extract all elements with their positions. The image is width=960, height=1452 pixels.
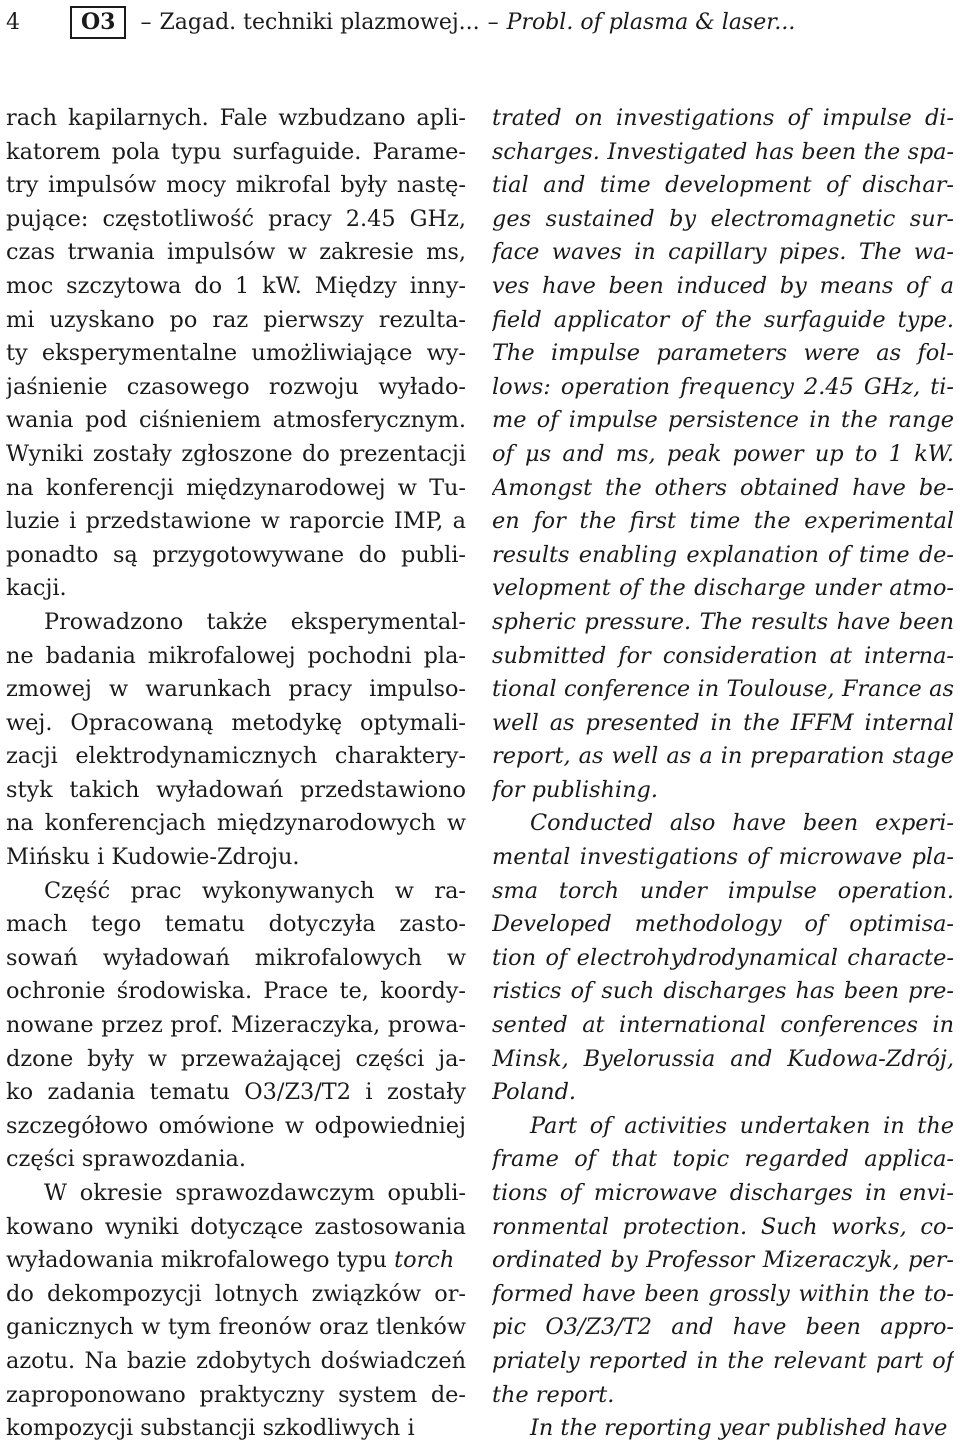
text-line: kompozycji substancji szkodliwych i [6,1415,415,1442]
text-line: Wyniki zostały zgłoszone do prezentacji [6,440,466,467]
text-line: en for the first time the experimental [492,508,954,535]
text-line: The impulse parameters were as fol- [492,340,954,367]
polish-text-column [6,102,466,1446]
text-line: the report. [492,1381,615,1408]
text-line: mental investigations of microwave pla- [492,844,954,871]
text-line: sented at international conferences in [492,1012,954,1039]
text-line: sma torch under impulse operation. [492,877,954,904]
text-line: well as presented in the IFFM internal [492,709,954,736]
text-line: field applicator of the surfaguide type. [492,306,954,333]
text-line: tial and time development of dischar- [492,172,954,199]
text-line: formed have been grossly within the to- [492,1280,954,1307]
text-line: ponadto są przygotowywane do publi- [6,541,466,568]
text-line: moc szczytowa do 1 kW. Między inny- [6,272,466,299]
italic-term-torch: torch [394,1247,455,1274]
text-line: ganicznych w tym freonów oraz tlenków [6,1314,466,1341]
text-line: wej. Opracowaną metodykę optymali- [6,709,466,736]
text-line: zaproponowano praktyczny system de- [6,1381,466,1408]
text-line: sowań wyładowań mikrofalowych w [6,944,466,971]
text-line: scharges. Investigated has been the spa- [492,138,954,165]
text-line: kowano wyniki dotyczące zastosowania [6,1213,466,1240]
text-line: nowane przez prof. Mizeraczyka, prowa- [6,1012,466,1039]
text-line: ochronie środowiska. Prace te, koordy- [6,978,466,1005]
text-line: results enabling explanation of time de- [492,541,954,568]
text-line: mach tego tematu dotyczyła zasto- [6,911,466,938]
paragraph-start-line: W okresie sprawozdawczym opubli- [44,1180,466,1206]
text-line: części sprawozdania. [6,1146,246,1173]
text-line-with-italic-term [6,1244,466,1278]
text-line: trated on investigations of impulse di- [492,105,954,131]
text-line: Poland. [492,1079,577,1106]
text-line: pic O3/Z3/T2 and have been appro- [492,1314,954,1341]
text-line: Minsk, Byelorussia and Kudowa-Zdrój, [492,1045,954,1072]
text-line: kacji. [6,575,67,602]
text-line: of μs and ms, peak power up to 1 kW. [492,440,954,467]
paragraph-start-line: Part of activities undertaken in the [530,1112,954,1139]
page-number: 4 [6,9,20,35]
header-dash-left: – [140,9,152,35]
text-line: Developed methodology of optimisa- [492,911,954,938]
text-line: frame of that topic regarded applica- [492,1146,954,1173]
text-line: katorem pola typu surfaguide. Parame- [6,138,466,165]
text-line: jaśnienie czasowego rozwoju wyłado- [6,373,466,400]
text-line: ges sustained by electromagnetic sur- [492,205,954,232]
text-line: zmowej w warunkach pracy impulso- [6,676,466,703]
text-line: face waves in capillary pipes. The wa- [492,239,954,266]
text-line: mi uzyskano po raz pierwszy rezulta- [6,306,466,333]
text-line: ordinated by Professor Mizeraczyk, per- [492,1247,954,1274]
text-line: Amongst the others obtained have be- [492,474,954,501]
text-line: ty eksperymentalne umożliwiające wy- [6,340,466,367]
paragraph-start-line: Część prac wykonywanych w ra- [44,877,466,904]
text-line: Mińsku i Kudowie-Zdroju. [6,844,300,871]
text-segment: wyładowania mikrofalowego typu [6,1247,395,1274]
header-title-english: Probl. of plasma & laser... [506,9,796,35]
text-line: me of impulse persistence in the range [492,407,954,434]
paragraph-start-line: Prowadzono także eksperymental- [44,608,466,635]
paragraph-start-line: In the reporting year published have [530,1415,948,1442]
text-line: wania pod ciśnieniem atmosferycznym. [6,407,466,434]
running-header [6,4,954,40]
text-line: do dekompozycji lotnych związków or- [6,1280,466,1307]
text-line: szczegółowo omówione w odpowiedniej [6,1112,466,1139]
paragraph-start-line: Conducted also have been experi- [530,810,954,837]
text-line: priately reported in the relevant part of [492,1347,954,1374]
text-line: styk takich wyładowań przedstawiono [6,776,466,803]
text-line: luzie i przedstawione w raporcie IMP, a [6,508,466,535]
text-line: submitted for consideration at interna- [492,642,954,669]
text-line: tions of microwave discharges in envi- [492,1180,954,1206]
text-line: dzone były w przeważającej części ja- [6,1045,466,1072]
header-dash-right: – [487,9,499,35]
header-title-polish: Zagad. techniki plazmowej... [159,9,480,35]
text-line: velopment of the discharge under atmo- [492,575,954,602]
text-line: ne badania mikrofalowej pochodni pla- [6,642,466,669]
text-line: czas trwania impulsów w zakresie ms, [6,239,466,266]
text-line: for publishing. [492,776,658,803]
text-line: na konferencjach międzynarodowych w [6,810,466,837]
text-line: tional conference in Toulouse, France as [492,676,954,703]
text-line: report, as well as a in preparation stage [492,743,954,770]
text-line: tion of electrohydrodynamical characte- [492,944,954,971]
text-line: rach kapilarnych. Fale wzbudzano apli- [6,105,466,131]
text-line: ko zadania tematu O3/Z3/T2 i zostały [6,1079,466,1106]
text-line: lows: operation frequency 2.45 GHz, ti- [492,373,954,400]
text-line: ves have been induced by means of a [492,272,954,299]
section-code-box: O3 [70,6,126,39]
text-line: try impulsów mocy mikrofal były nastę- [6,172,466,199]
text-line: ronmental protection. Such works, co- [492,1213,954,1240]
text-line: azotu. Na bazie zdobytych doświadczeń [6,1347,466,1374]
text-line: zacji elektrodynamicznych charaktery- [6,743,466,770]
text-line: na konferencji międzynarodowej w Tu- [6,474,466,501]
text-line: ristics of such discharges has been pre- [492,978,954,1005]
text-line: pujące: częstotliwość pracy 2.45 GHz, [6,205,466,232]
english-text-column [492,102,954,1446]
text-line: spheric pressure. The results have been [492,608,954,635]
